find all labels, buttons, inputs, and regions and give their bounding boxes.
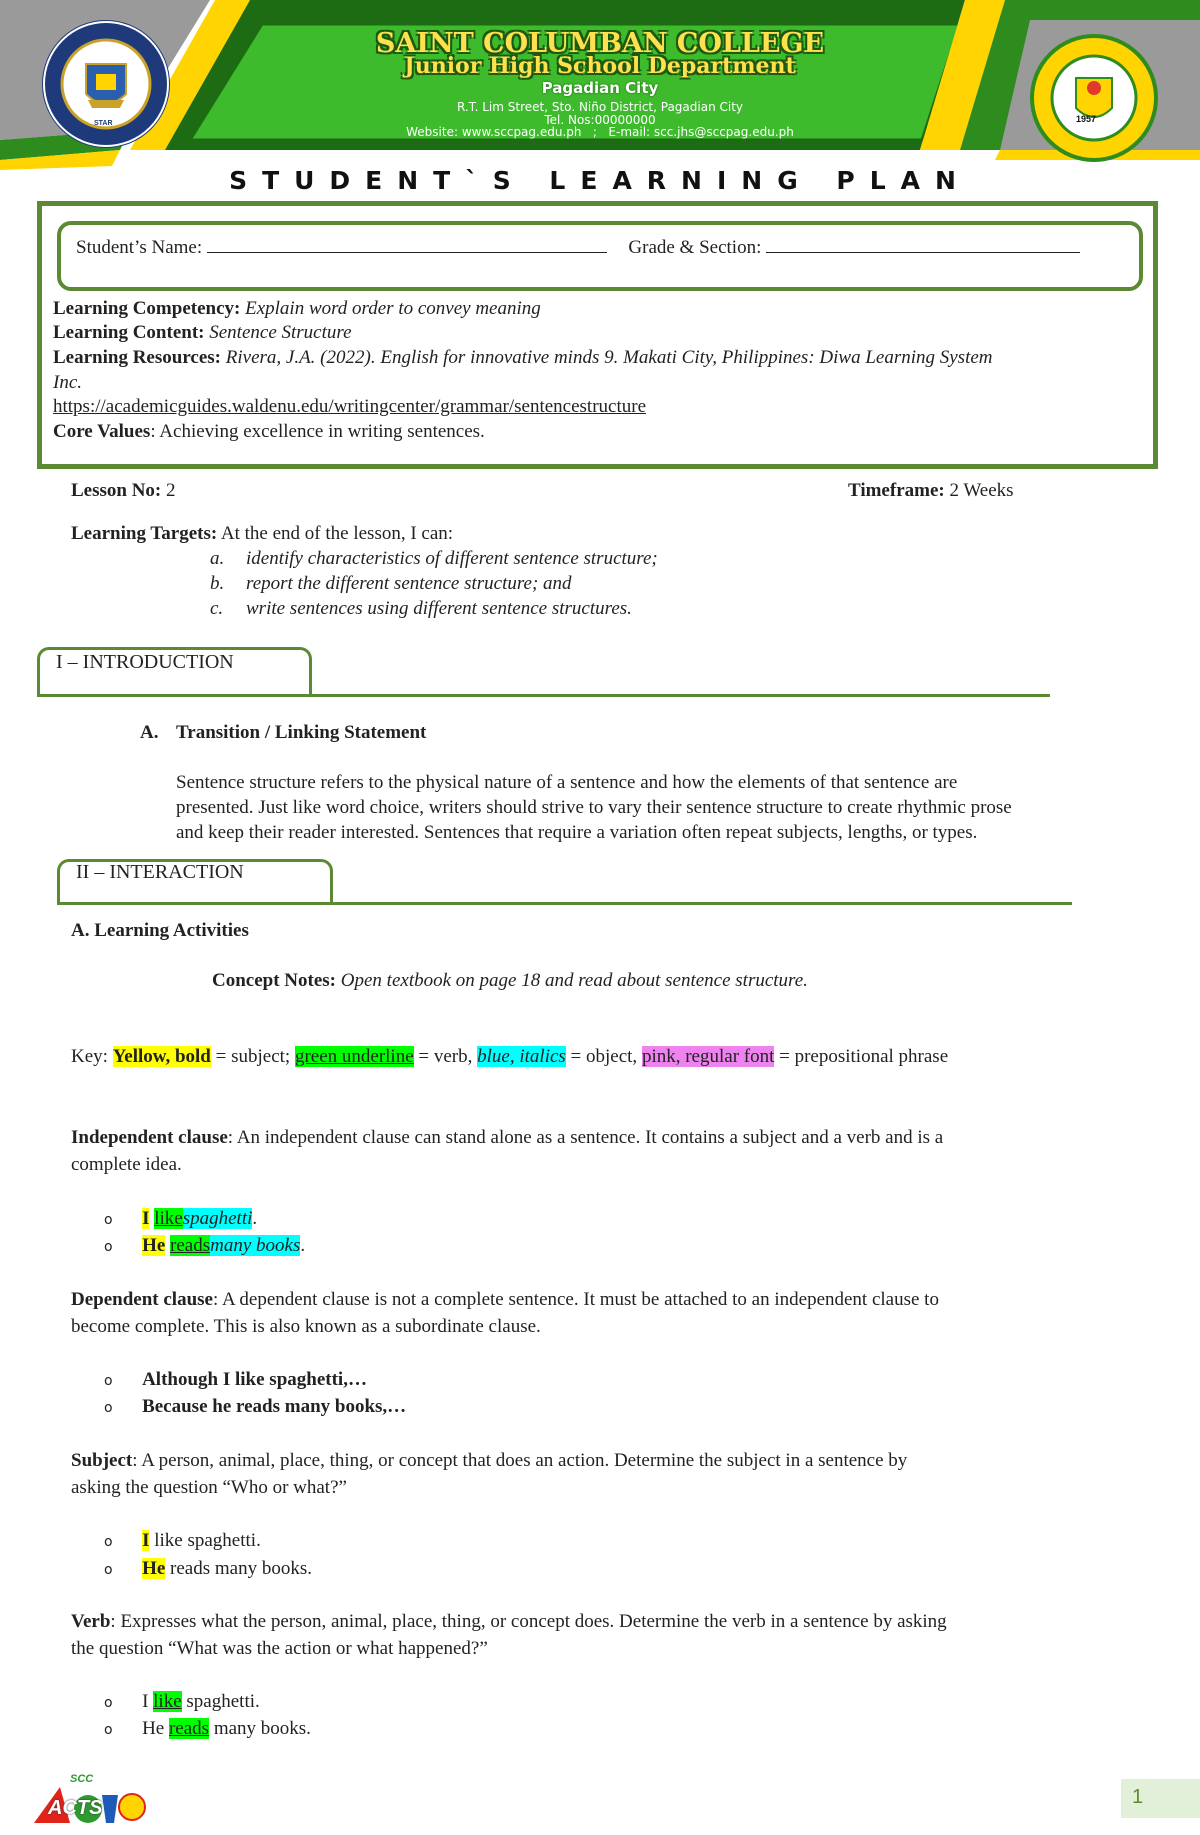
learning-targets-intro: At the end of the lesson, I can: <box>220 523 454 544</box>
example-pre: He <box>142 1718 169 1739</box>
example-pre: I <box>142 1691 154 1712</box>
resources-row-cont <box>53 371 82 395</box>
target-item <box>210 572 572 596</box>
key-prep-swatch: pink, regular font <box>641 1046 775 1067</box>
verb-def-cont: the question “What was the action or what happened?” <box>71 1638 488 1659</box>
competency-row <box>53 297 541 321</box>
school-city: Pagadian City <box>541 79 659 97</box>
concept-notes-row <box>212 969 808 993</box>
core-values-row <box>53 420 485 444</box>
key-label: Key: <box>71 1046 108 1067</box>
example-verb: like <box>153 1691 182 1712</box>
lesson-number-label: Lesson No: <box>71 480 162 501</box>
target-letter: a. <box>210 548 225 569</box>
target-text: identify characteristics of different sentence structure; <box>246 548 658 569</box>
target-item <box>210 547 658 571</box>
transition-letter: A. <box>140 722 159 743</box>
bullet-icon: o <box>104 1695 113 1711</box>
key-subject-swatch: Yellow, bold <box>112 1046 211 1067</box>
lesson-number-row <box>71 479 176 503</box>
dependent-clause-term: Dependent clause <box>71 1289 213 1310</box>
lesson-number-value: 2 <box>166 480 176 501</box>
key-subject-text: = subject; <box>215 1046 291 1067</box>
independent-clause-text: : An independent clause can stand alone as a sentence. It contains a subject and a verb and is a <box>227 1127 944 1148</box>
core-values-label: Core Values <box>53 421 151 442</box>
bullet-icon: o <box>104 1212 113 1228</box>
verb-term: Verb <box>71 1611 111 1632</box>
dependent-example: Because he reads many books,… <box>142 1396 407 1417</box>
example-post: many books. <box>209 1718 311 1739</box>
resources-row <box>53 346 993 370</box>
example-verb: like <box>154 1208 183 1229</box>
timeframe-row <box>848 479 1014 503</box>
intro-paragraph-line: Sentence structure refers to the physical nature of a sentence and how the elements of that sentence are <box>176 772 958 793</box>
department-name: Junior High School Department <box>404 53 796 79</box>
transition-title: Transition / Linking Statement <box>176 722 427 743</box>
key-verb-text: = verb, <box>418 1046 473 1067</box>
scc-acts-logo <box>30 1775 148 1827</box>
example-item <box>104 1395 406 1420</box>
bullet-icon: o <box>104 1534 113 1550</box>
introduction-heading: I – INTRODUCTION <box>56 651 234 673</box>
subject-text: : A person, animal, place, thing, or concept that does an action. Determine the subject in a sentence by <box>132 1450 908 1471</box>
example-item <box>104 1368 367 1393</box>
content-value: Sentence Structure <box>209 322 352 343</box>
student-name-field[interactable] <box>207 236 607 253</box>
example-rest: reads many books. <box>165 1558 312 1579</box>
timeframe-label: Timeframe: <box>848 480 945 501</box>
page-number: 1 <box>1132 1786 1144 1808</box>
example-subject: He <box>142 1558 166 1579</box>
content-label: Learning Content: <box>53 322 205 343</box>
example-item <box>104 1234 305 1259</box>
example-item <box>104 1557 312 1582</box>
example-verb: reads <box>170 1235 211 1256</box>
key-object-text: = object, <box>570 1046 638 1067</box>
logo-top-text: SCC <box>70 1773 94 1785</box>
learning-targets-row <box>71 522 453 546</box>
school-address: R.T. Lim Street, Sto. Niño District, Pagadian City <box>456 100 744 114</box>
example-verb: reads <box>168 1718 210 1739</box>
verb-def <box>71 1610 947 1634</box>
subject-def-cont: asking the question “Who or what?” <box>71 1477 347 1498</box>
example-item <box>104 1690 260 1715</box>
timeframe-value: 2 Weeks <box>949 480 1014 501</box>
bullet-icon: o <box>104 1562 113 1578</box>
dependent-clause-def <box>71 1288 939 1312</box>
target-letter: c. <box>210 598 224 619</box>
page-title: STUDENT`S LEARNING PLAN <box>229 166 971 195</box>
concept-notes-label: Concept Notes: <box>212 970 337 991</box>
core-values-value: : Achieving excellence in writing sentences. <box>150 421 485 442</box>
transition-heading <box>140 721 426 745</box>
example-object: many books <box>210 1235 301 1256</box>
example-subject: He <box>142 1235 166 1256</box>
resources-value-cont: Inc. <box>53 372 83 393</box>
page-header <box>0 0 1200 170</box>
example-end: . <box>252 1208 258 1229</box>
concept-notes-text: Open textbook on page 18 and read about sentence structure. <box>340 970 808 991</box>
dependent-example: Although I like spaghetti,… <box>142 1369 367 1390</box>
independent-clause-def-cont: complete idea. <box>71 1154 182 1175</box>
target-text: report the different sentence structure; and <box>246 573 572 594</box>
example-subject: I <box>142 1530 150 1551</box>
example-subject: I <box>142 1208 150 1229</box>
subject-term: Subject <box>71 1450 133 1471</box>
example-item <box>104 1207 257 1232</box>
interaction-rule <box>57 902 1072 905</box>
example-object: spaghetti <box>182 1208 253 1229</box>
key-verb-swatch: green underline <box>294 1046 414 1067</box>
example-end: . <box>300 1235 306 1256</box>
student-name-label: Student’s Name: <box>76 237 203 258</box>
target-item <box>210 597 632 621</box>
key-object-swatch: blue, italics <box>477 1046 566 1067</box>
interaction-heading: II – INTERACTION <box>76 861 244 883</box>
example-post: spaghetti. <box>181 1691 260 1712</box>
student-name-row <box>76 236 1080 260</box>
learning-activities-heading: A. Learning Activities <box>71 920 249 941</box>
subject-def <box>71 1449 907 1473</box>
competency-label: Learning Competency: <box>53 298 241 319</box>
learning-targets-label: Learning Targets: <box>71 523 218 544</box>
introduction-rule <box>37 694 1050 697</box>
target-text: write sentences using different sentence structures. <box>246 598 632 619</box>
bullet-icon: o <box>104 1722 113 1738</box>
school-name: SAINT COLUMBAN COLLEGE <box>375 28 825 59</box>
independent-clause-term: Independent clause <box>71 1127 228 1148</box>
school-web-email: Website: www.sccpag.edu.ph ; E-mail: scc.jhs@sccpag.edu.ph <box>406 125 794 139</box>
grade-section-field[interactable] <box>766 236 1080 253</box>
page-number-box <box>1121 1779 1200 1818</box>
highlight-key <box>71 1045 948 1069</box>
resources-value: Rivera, J.A. (2022). English for innovative minds 9. Makati City, Philippines: Diwa Learning System <box>225 347 993 368</box>
bullet-icon: o <box>104 1239 113 1255</box>
school-telephone: Tel. Nos:00000000 <box>544 113 656 127</box>
independent-clause-def <box>71 1126 943 1150</box>
dependent-clause-def-cont: become complete. This is also known as a subordinate clause. <box>71 1316 541 1337</box>
key-prep-text: = prepositional phrase <box>779 1046 949 1067</box>
example-rest: like spaghetti. <box>149 1530 261 1551</box>
logo-main-text: ACTS <box>48 1797 103 1819</box>
bullet-icon: o <box>104 1400 113 1416</box>
competency-value: Explain word order to convey meaning <box>245 298 541 319</box>
resources-link[interactable]: https://academicguides.waldenu.edu/writingcenter/grammar/sentencestructure <box>53 396 646 417</box>
content-row <box>53 321 352 345</box>
seal-year-label: 1957 <box>1076 114 1097 124</box>
resources-label: Learning Resources: <box>53 347 221 368</box>
dependent-clause-text: : A dependent clause is not a complete sentence. It must be attached to an independent clause to <box>212 1289 939 1310</box>
example-item <box>104 1529 261 1554</box>
bullet-icon: o <box>104 1373 113 1389</box>
verb-text: : Expresses what the person, animal, place, thing, or concept does. Determine the verb in a sentence by asking <box>110 1611 947 1632</box>
grade-section-label: Grade & Section: <box>628 237 762 258</box>
intro-paragraph-line: and keep their reader interested. Sentences that require a variation often repeat subjects, lengths, or types. <box>176 822 978 843</box>
seal-star-label: STAR <box>94 120 113 127</box>
target-letter: b. <box>210 573 225 594</box>
intro-paragraph-line: presented. Just like word choice, writers should strive to vary their sentence structure to create rhythmic prose <box>176 797 1012 818</box>
example-item <box>104 1717 311 1742</box>
